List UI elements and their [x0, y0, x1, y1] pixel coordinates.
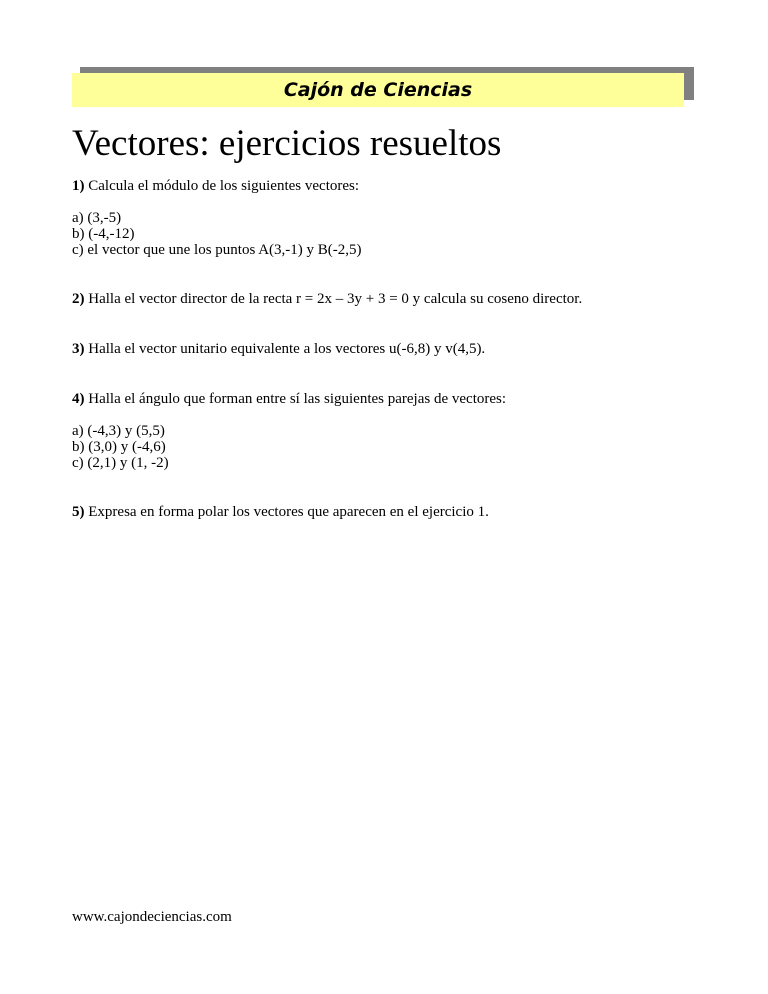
exercise-1: 1) Calcula el módulo de los siguientes vectores:	[72, 178, 360, 194]
exercise-4: 4) Halla el ángulo que forman entre sí las siguientes parejas de vectores:	[72, 391, 507, 407]
site-banner: Cajón de Ciencias	[72, 73, 684, 107]
exercise-2: 2) Halla el vector director de la recta r = 2x – 3y + 3 = 0 y calcula su coseno director.	[72, 291, 583, 307]
footer-url: www.cajondeciencias.com	[72, 909, 232, 925]
exercise-1a: a) (3,-5)	[72, 210, 122, 226]
exercise-5: 5) Expresa en forma polar los vectores que aparecen en el ejercicio 1.	[72, 504, 489, 520]
page-title: Vectores: ejercicios resueltos	[72, 123, 502, 164]
exercise-1b: b) (-4,-12)	[72, 226, 135, 242]
exercise-4b: b) (3,0) y (-4,6)	[72, 439, 166, 455]
exercise-1c: c) el vector que une los puntos A(3,-1) y B(-2,5)	[72, 242, 362, 258]
exercise-4a: a) (-4,3) y (5,5)	[72, 423, 165, 439]
exercise-3: 3) Halla el vector unitario equivalente a los vectores u(-6,8) y v(4,5).	[72, 341, 486, 357]
exercise-4c: c) (2,1) y (1, -2)	[72, 455, 169, 471]
